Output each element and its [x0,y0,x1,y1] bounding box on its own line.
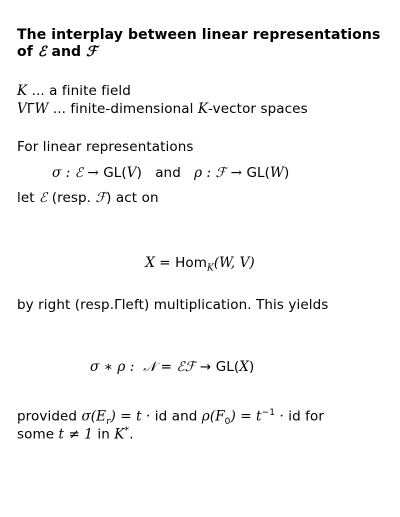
eq2-gl-close: ) [248,359,255,375]
title-script-e: ℰ [37,44,47,60]
para3-k: K [114,426,125,443]
gl-v-arg: V [126,165,137,181]
equation-hom [0,255,400,278]
title-line-1: The interplay between linear representations [17,27,381,43]
para3-line-2 [17,423,133,444]
para3-sub-r: r [106,417,111,428]
title-script-f: ℱ [86,44,98,60]
def-vw-k: K [197,101,209,117]
para3-t-neq-1: t ≠ 1 [58,426,93,443]
para3-id-1: id [154,408,168,425]
eq2-script-n: 𝒩 [143,359,157,375]
def-k-symbol: K [17,83,28,99]
def-v-symbol: V [17,101,27,117]
para1-act-on: ) act on [106,190,159,206]
para3-period: . [129,426,134,443]
para3-sup-minus-one: −1 [261,408,276,418]
def-w-symbol: W [34,101,49,117]
para1-line-3 [17,190,159,207]
para2-line: by right (resp.Γleft) multiplication. This yields [17,297,329,313]
gl-v-close: ) [136,165,143,181]
eq2-arrow: → [195,359,216,375]
para1-let: let [17,190,40,206]
gl-w-arg: W [270,165,284,181]
para3-id-2: id [288,408,301,425]
para3-eq-t2: ) = t [230,408,262,425]
eq2-x: X [239,359,249,375]
def-vw-text-2: -vector spaces [208,101,308,117]
def-k-text: ... a finite field [27,83,131,99]
para3-sup-star: * [124,426,130,436]
eq1-hom: Hom [175,255,207,271]
title-and: and [46,44,87,60]
para3-sub-0: 0 [224,417,231,428]
gl-w-close: ) [283,165,290,181]
sigma-map: σ : ℰ → [52,165,104,181]
para1-script-f: ℱ [95,190,107,206]
eq1-hom-subscript: K [206,263,214,274]
para1-and: and [142,165,195,181]
equation-sigma-rho [90,359,254,376]
def-vw-text-1: ... finite-dimensional [48,101,198,117]
para3-and: and [167,408,202,425]
rho-map: ρ : ℱ → [194,165,247,181]
para3-in: in [92,426,115,443]
para3-rho-f: ρ(F [201,408,225,425]
gl-v-open: GL( [103,165,127,181]
def-vw-line [17,101,308,118]
def-k-line [17,83,131,100]
eq2-script-ef: ℰℱ [176,359,196,375]
para1-script-e: ℰ [39,190,48,206]
eq1-x: X [145,255,155,271]
para1-formula [52,165,289,182]
para3-some: some [17,426,59,443]
def-vw-separator: Γ [26,101,35,117]
title-line-2 [17,44,97,61]
para3-dot: · [275,408,289,425]
eq2-gl-open: GL( [215,359,240,375]
gl-w-open: GL( [246,165,270,181]
para1-resp: (resp. [47,190,96,206]
eq2-equals: = [156,359,177,375]
para1-line-1: For linear representations [17,139,194,155]
para3-for: for [300,408,325,425]
eq1-equals: = [154,255,176,271]
eq2-lhs: σ ∗ ρ : [90,359,144,375]
para3-sigma-e: σ(E [81,408,107,425]
para3-provided: provided [17,408,82,425]
title-of: of [17,44,38,60]
eq1-args: (W, V) [213,255,255,271]
para3-eq-t: ) = t · [110,408,155,425]
